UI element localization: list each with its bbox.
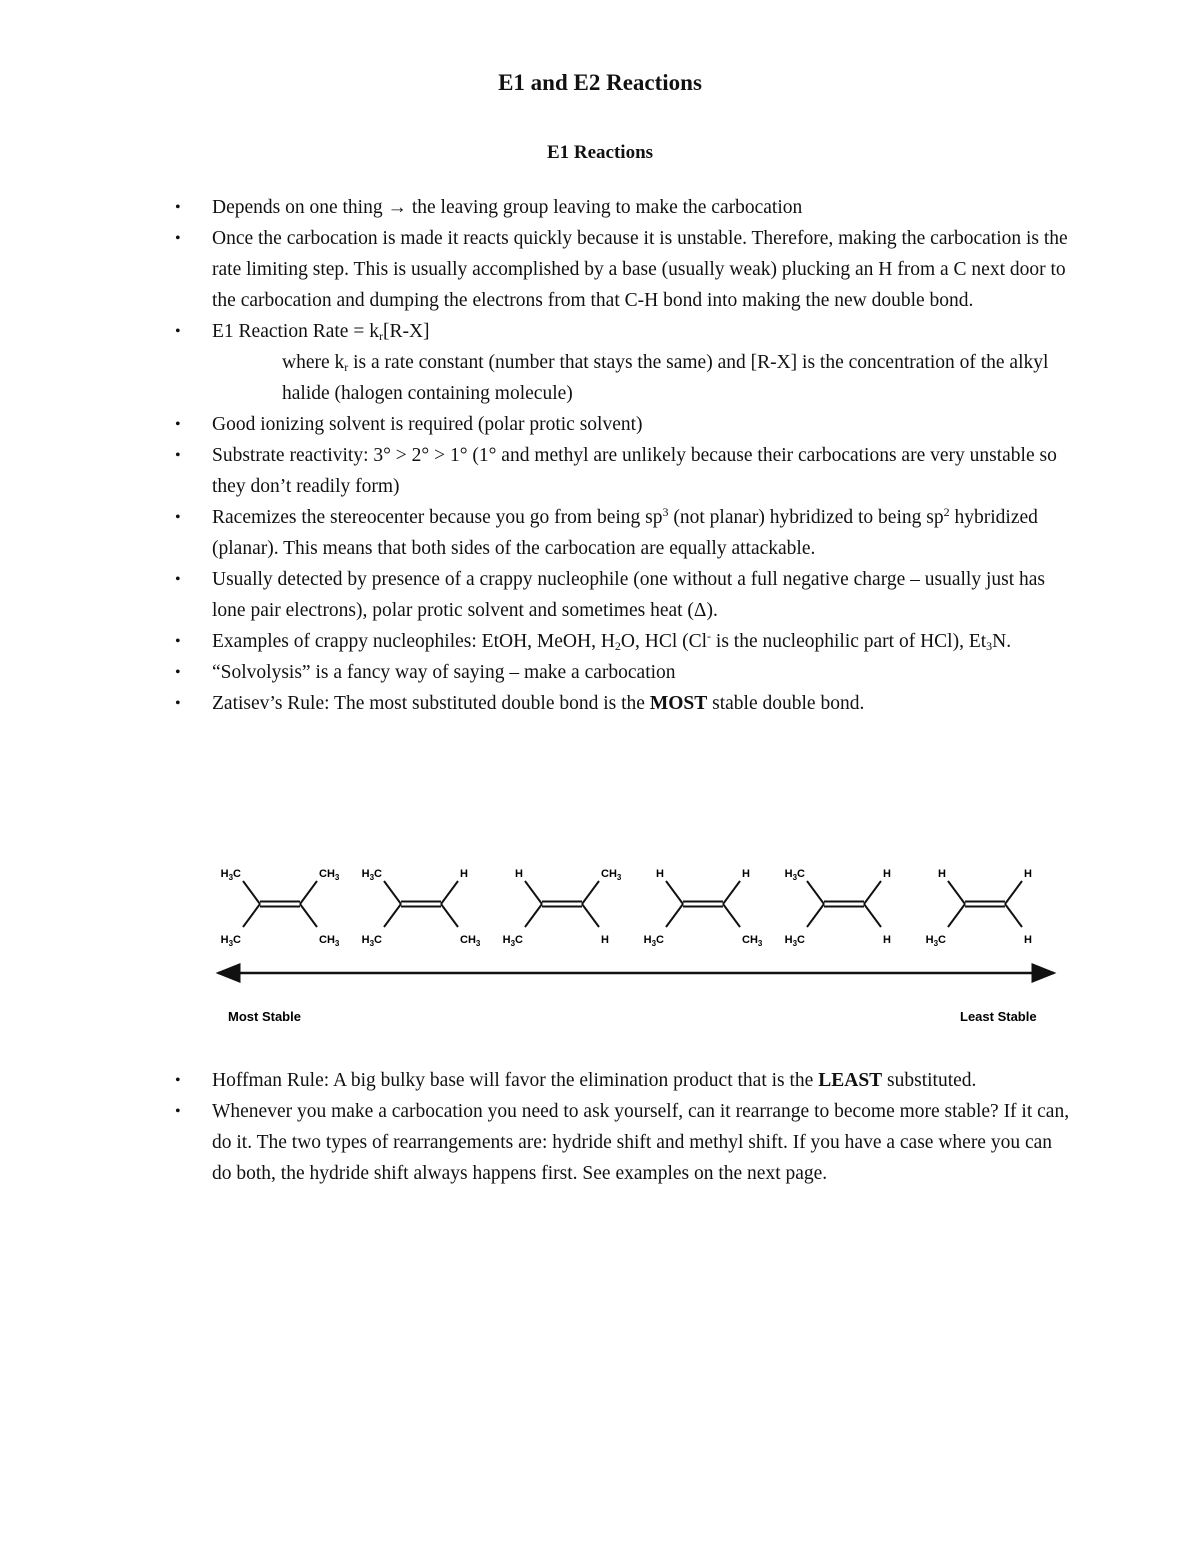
alkene-structure: [221, 868, 340, 948]
bullet-icon: •: [175, 323, 181, 340]
list-item: • Usually detected by presence of a crappy nucleophile (one without a full negative charge – usually just has lone pair electrons), polar protic solvent and sometimes heat (Δ).: [212, 564, 1072, 626]
list-item: • Hoffman Rule: A big bulky base will favor the elimination product that is the LEAST substituted.: [212, 1065, 1072, 1096]
substituent-label: $CH_3$: [460, 934, 481, 948]
least-stable-label: Least Stable: [960, 1009, 1037, 1024]
bullet-icon: •: [175, 664, 181, 681]
bond-line: [807, 904, 824, 927]
bond-line: [441, 881, 458, 904]
list-item: • Once the carbocation is made it reacts quickly because it is unstable. Therefore, making the carbocation is the rate limiting step. This is usually accomplished by a base (usually weak) plucking an H from a C next door to the carbocation and dumping the electrons from that C-H bond into making the new double bond.: [212, 223, 1072, 316]
substituent-label: $H_3C$: [784, 934, 805, 948]
right-arrow-icon: →: [387, 197, 407, 218]
bullet-icon: •: [175, 695, 181, 712]
bond-line: [864, 904, 881, 927]
substituent-label: $H_3C$: [643, 934, 664, 948]
alkene-structure: [503, 868, 622, 948]
e1-bullet-list: [175, 192, 1072, 719]
substituent-label: H: [656, 868, 664, 880]
substituent-label: H: [1024, 868, 1032, 880]
bond-line: [948, 881, 965, 904]
bullet-icon: •: [175, 199, 181, 216]
bond-line: [300, 904, 317, 927]
bond-line: [243, 904, 260, 927]
substituent-label: $H_3C$: [220, 868, 241, 882]
section-title: E1 Reactions: [546, 142, 654, 163]
bullet-icon: •: [175, 633, 181, 650]
list-item: • Good ionizing solvent is required (polar protic solvent): [212, 409, 1072, 440]
substituent-label: $H_3C$: [361, 934, 382, 948]
alkene-structure: [926, 868, 1032, 948]
bond-line: [243, 881, 260, 904]
bond-line: [384, 904, 401, 927]
bullet-icon: •: [175, 1072, 181, 1089]
bond-line: [525, 904, 542, 927]
list-item: • Substrate reactivity: 3° > 2° > 1° (1° and methyl are unlikely because their carbocations are very unstable so they don’t readily form): [212, 440, 1072, 502]
substituent-label: $H_3C$: [361, 868, 382, 882]
bond-line: [582, 904, 599, 927]
bond-line: [525, 881, 542, 904]
list-item: [175, 316, 1072, 409]
substituent-label: H: [1024, 934, 1032, 946]
substituent-label: H: [601, 934, 609, 946]
list-item: • Depends on one thing → the leaving group leaving to make the carbocation: [212, 192, 1072, 223]
substituent-label: $H_3C$: [502, 934, 523, 948]
e1-bullet-list-continued: [175, 1065, 1072, 1189]
list-item: • Racemizes the stereocenter because you go from being $sp^3$ (not planar) hybridized to being $sp^2$ hybridized (planar). This means that both sides of the carbocation are equally attackable.: [212, 502, 1072, 564]
substituent-label: H: [883, 934, 891, 946]
bullet-icon: •: [175, 1103, 181, 1120]
bond-line: [807, 881, 824, 904]
alkene-structure: [644, 868, 763, 948]
bond-line: [384, 881, 401, 904]
bond-line: [1005, 881, 1022, 904]
bond-line: [666, 904, 683, 927]
substituent-label: $H_3C$: [220, 934, 241, 948]
bond-line: [441, 904, 458, 927]
bullet-icon: •: [175, 447, 181, 464]
list-item: • Whenever you make a carbocation you need to ask yourself, can it rearrange to become more stable? If it can, do it. The two types of rearrangements are: hydride shift and methyl shift. If you have a case where you can do both, the hydride shift always happens first. See examples on the next page.: [212, 1096, 1072, 1189]
bond-line: [948, 904, 965, 927]
bullet-icon: •: [175, 416, 181, 433]
substituent-label: $CH_3$: [319, 934, 340, 948]
page-title: E1 and E2 Reactions: [498, 70, 702, 95]
rate-explanation: where $k_r$ is a rate constant (number that stays the same) and [R-X] is the concentration of the alkyl halide (halogen containing molecule): [282, 352, 1049, 404]
list-item: • “Solvolysis” is a fancy way of saying – make a carbocation: [212, 657, 1072, 688]
substituent-label: H: [883, 868, 891, 880]
bullet-icon: •: [175, 230, 181, 247]
substituent-label: $CH_3$: [319, 868, 340, 882]
bullet-icon: •: [175, 509, 181, 526]
rate-equation: E1 Reaction Rate = $k_r[R-X]$: [212, 321, 430, 343]
list-item: • Examples of crappy nucleophiles: EtOH, MeOH, $H_2O$, HCl (Cl- is the nucleophilic part of HCl), $Et_3N$.: [212, 626, 1072, 657]
most-stable-label: Most Stable: [228, 1009, 301, 1024]
bond-line: [666, 881, 683, 904]
bond-line: [723, 881, 740, 904]
substituent-label: H: [460, 868, 468, 880]
alkene-structure: [362, 868, 481, 948]
substituent-label: H: [742, 868, 750, 880]
substituent-label: $H_3C$: [925, 934, 946, 948]
list-item: • Zatisev’s Rule: The most substituted double bond is the MOST stable double bond.: [212, 688, 1072, 719]
substituent-label: $CH_3$: [742, 934, 763, 948]
alkene-structures: [221, 868, 1032, 948]
bond-line: [582, 881, 599, 904]
alkene-stability-diagram: [200, 855, 1070, 1045]
substituent-label: $CH_3$: [601, 868, 622, 882]
bond-line: [864, 881, 881, 904]
bullet-icon: •: [175, 571, 181, 588]
alkene-structure: [785, 868, 891, 948]
substituent-label: $H_3C$: [784, 868, 805, 882]
substituent-label: H: [938, 868, 946, 880]
bond-line: [300, 881, 317, 904]
substituent-label: H: [515, 868, 523, 880]
bond-line: [1005, 904, 1022, 927]
bond-line: [723, 904, 740, 927]
